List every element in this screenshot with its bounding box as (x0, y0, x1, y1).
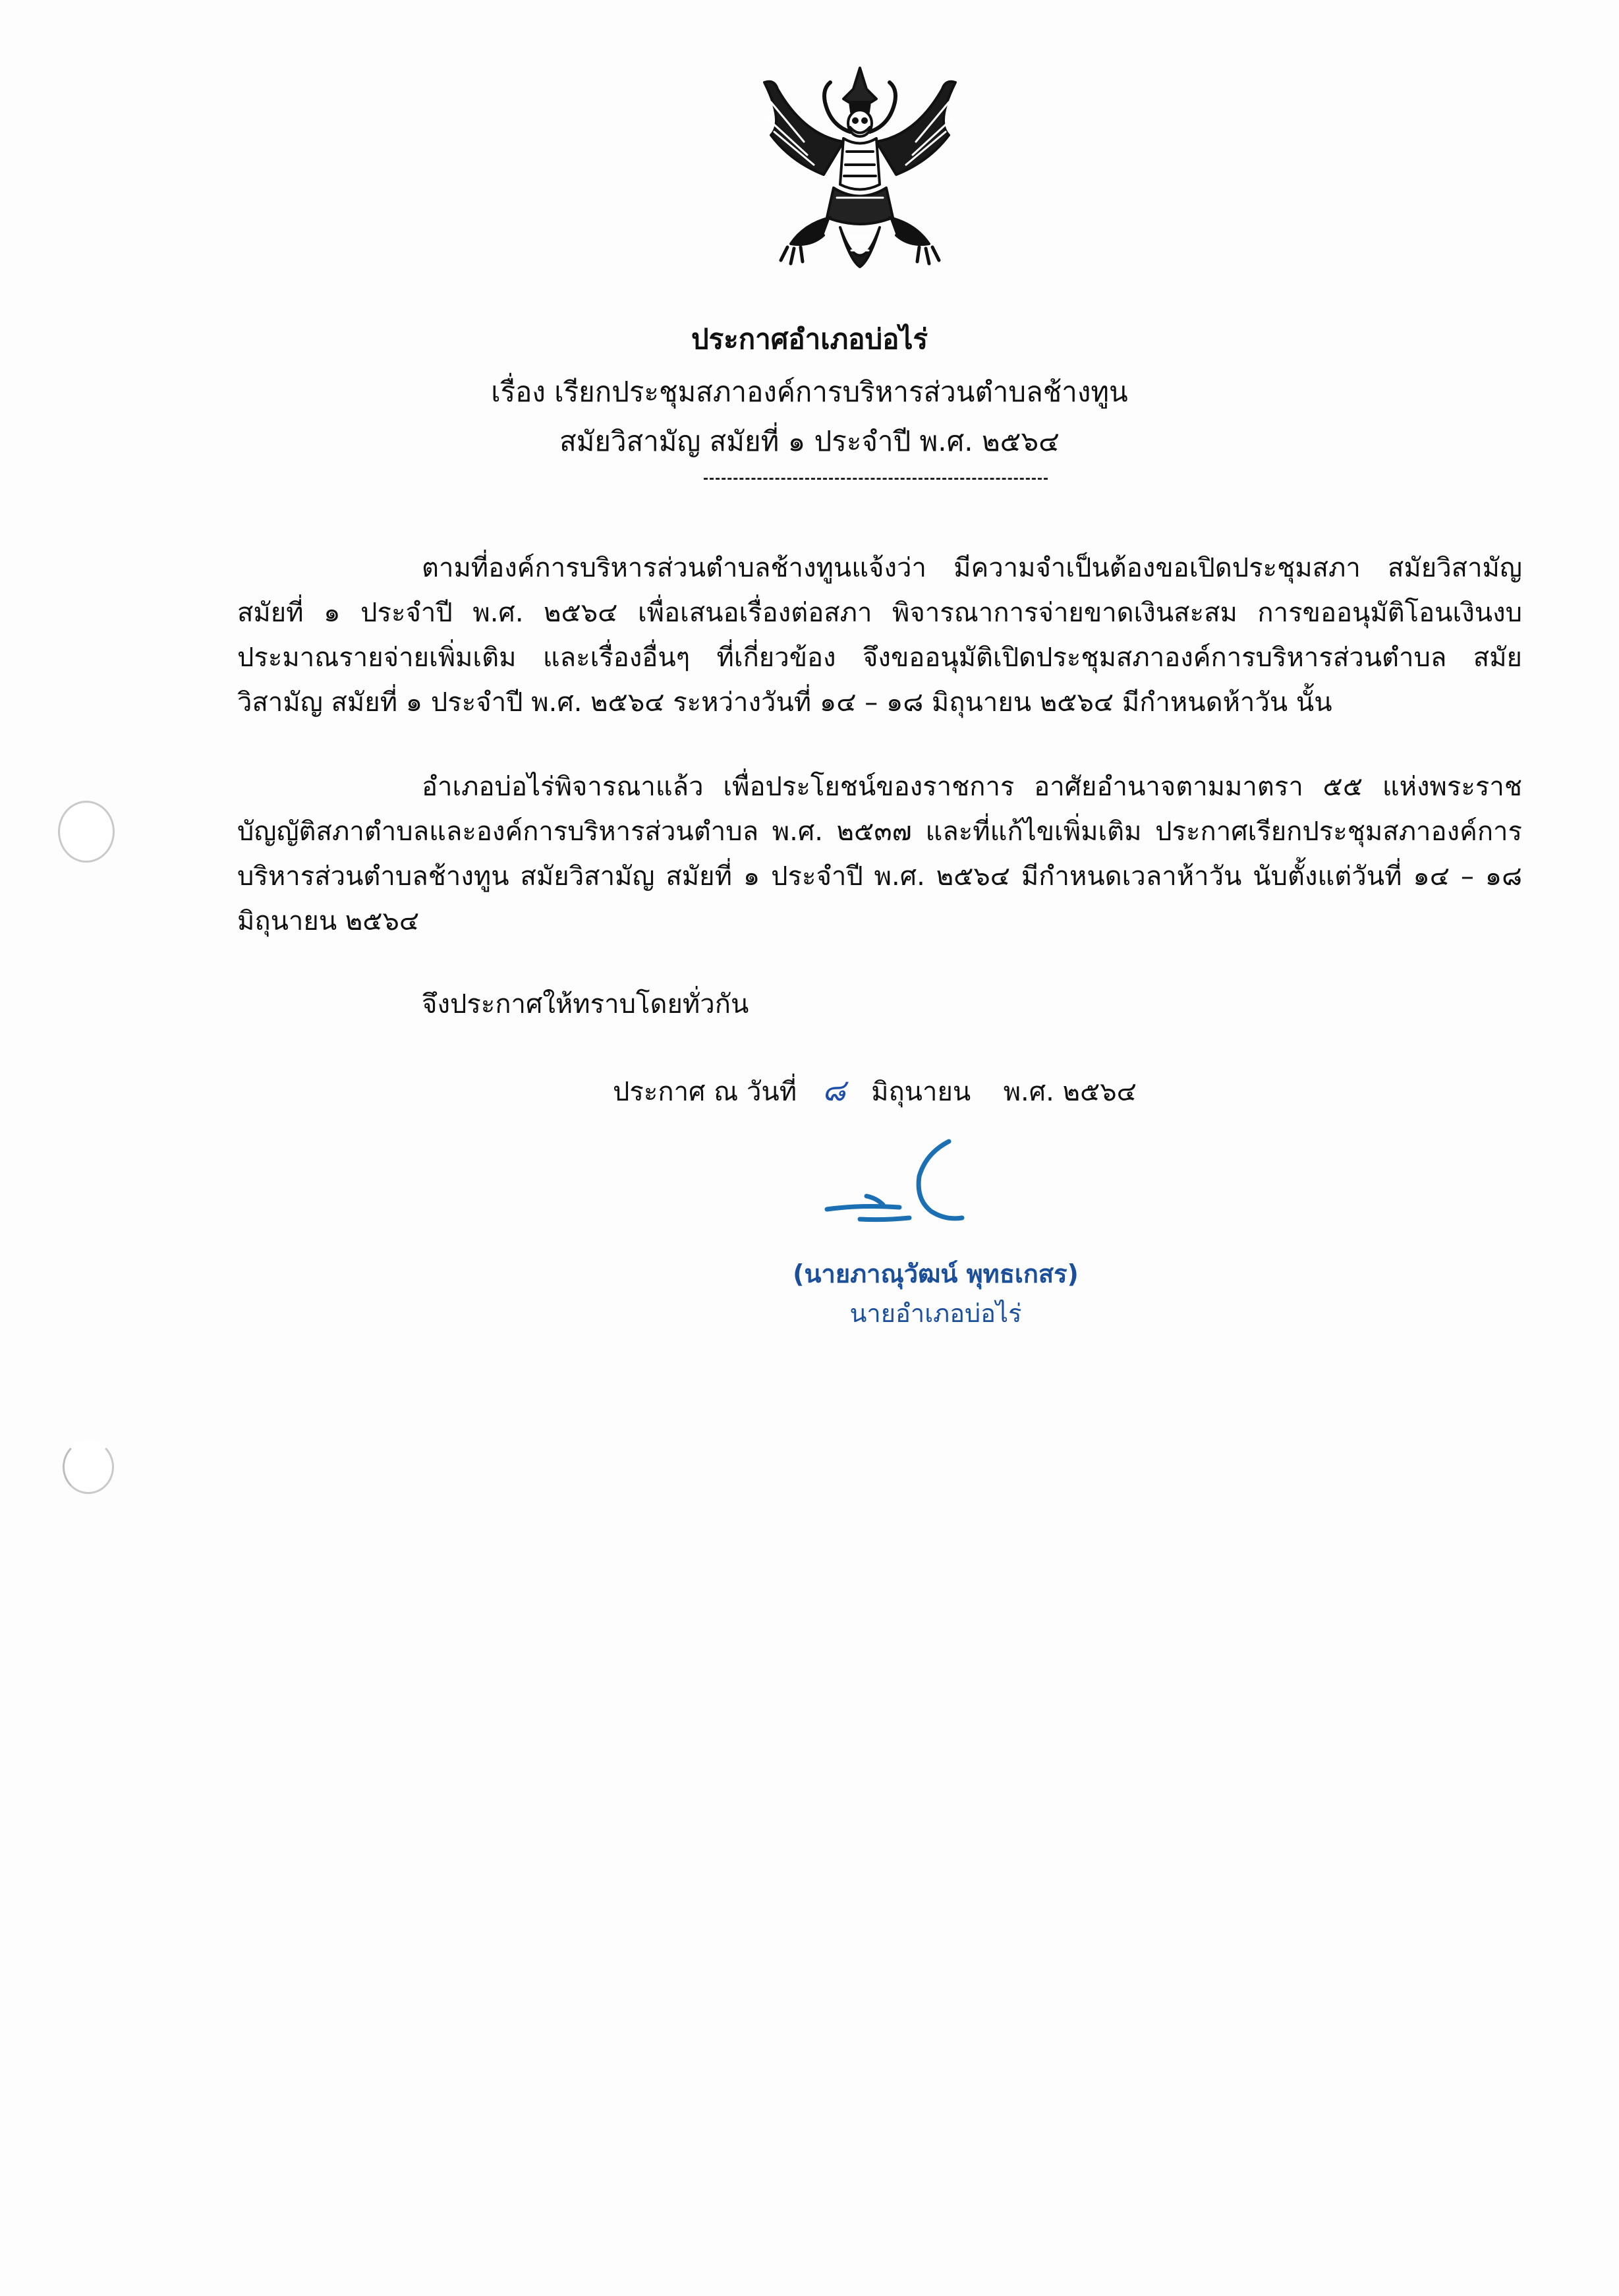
punch-hole (58, 801, 115, 863)
signer-name: (นายภาณุวัฒน์ พุทธเกสร) (793, 1259, 1079, 1288)
announcement-subject: เรื่อง เรียกประชุมสภาองค์การบริหารส่วนตำบลช้างทูน (491, 376, 1128, 408)
handwritten-signature (820, 1127, 1031, 1246)
signer-position: นายอำเภอบ่อไร่ (849, 1299, 1022, 1328)
announcement-title: ประกาศอำเภอบ่อไร่ (691, 323, 928, 355)
dateline-month: มิถุนายน (871, 1077, 971, 1107)
body-paragraph-2: อำเภอบ่อไร่พิจารณาแล้ว เพื่อประโยชน์ของราชการ อาศัยอำนาจตามมาตรา ๕๕ แห่งพระราชบัญญัติสภาตำบลและองค์การบริหารส่วนตำบล พ.ศ. ๒๕๓๗ และที่แก้ไขเพิ่มเติม ประกาศเรียกประชุมสภาองค์การบริหารส่วนตำบลช้างทูน สมัยวิสามัญ สมัยที่ ๑ ประจำปี พ.ศ. ๒๕๖๔ มีกำหนดเวลาห้าวัน นับตั้งแต่วันที่ ๑๔ – ๑๘ มิถุนายน ๒๕๖๔ (237, 772, 1522, 936)
body-paragraph-1: ตามที่องค์การบริหารส่วนตำบลช้างทูนแจ้งว่า มีความจำเป็นต้องขอเปิดประชุมสภา สมัยวิสามัญ สมัยที่ ๑ ประจำปี พ.ศ. ๒๕๖๔ เพื่อเสนอเรื่องต่อสภา พิจารณาการจ่ายขาดเงินสะสม การขออนุมัติโอนเงินงบประมาณรายจ่ายเพิ่มเติม และเรื่องอื่นๆ ที่เกี่ยวข้อง จึงขออนุมัติเปิดประชุมสภาองค์การบริหารส่วนตำบล สมัยวิสามัญ สมัยที่ ๑ ประจำปี พ.ศ. ๒๕๖๔ ระหว่างวันที่ ๑๔ – ๑๘ มิถุนายน ๒๕๖๔ มีกำหนดห้าวัน นั้น (237, 553, 1522, 718)
announcement-dateline (613, 1068, 1137, 1114)
dateline-prefix: ประกาศ ณ วันที่ (613, 1077, 797, 1107)
body-paragraph-3: จึงประกาศให้ทราบโดยทั่วกัน (422, 989, 749, 1019)
garuda-emblem-icon (751, 63, 969, 287)
dateline-year: พ.ศ. ๒๕๖๔ (1003, 1077, 1137, 1107)
title-separator (704, 478, 1048, 480)
dateline-day: ๘ (822, 1072, 846, 1108)
announcement-session: สมัยวิสามัญ สมัยที่ ๑ ประจำปี พ.ศ. ๒๕๖๔ (559, 425, 1060, 457)
punch-hole (63, 1440, 114, 1494)
